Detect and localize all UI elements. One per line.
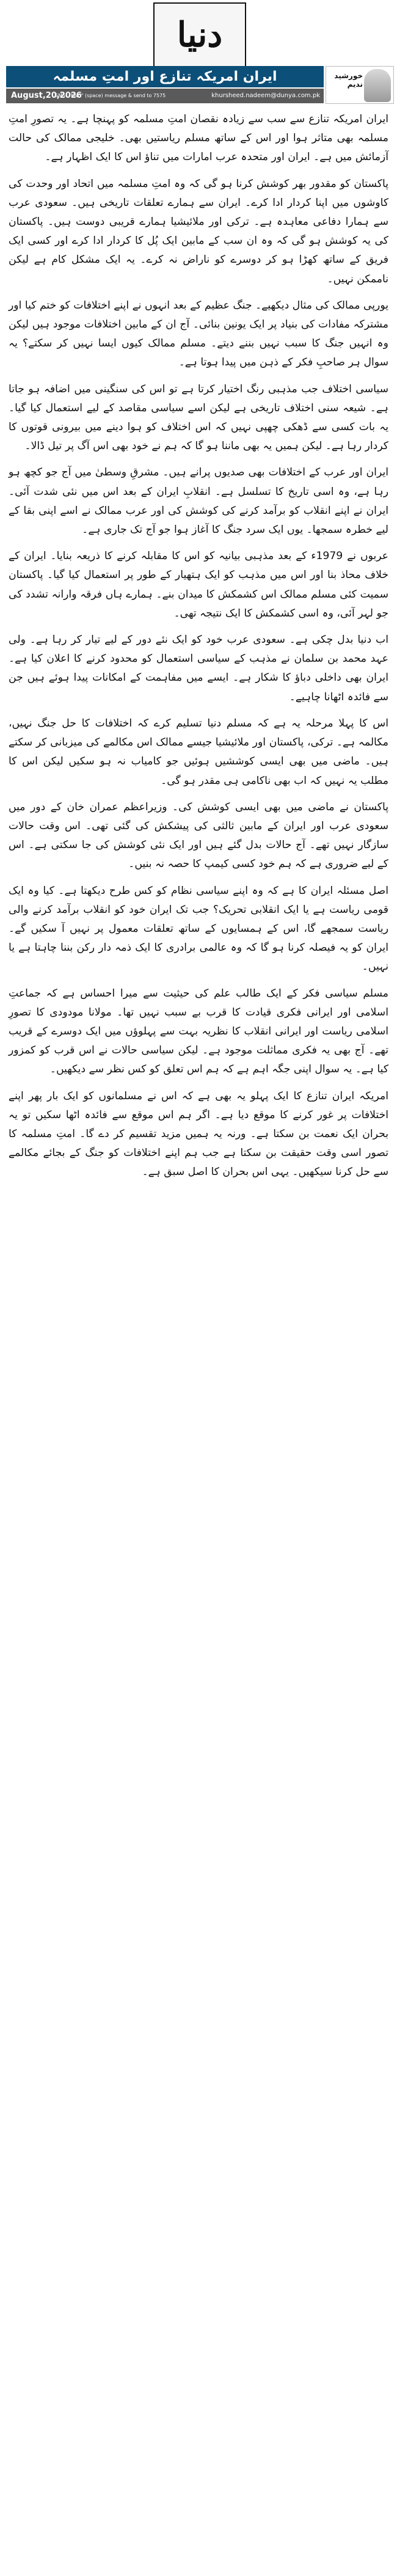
author-photo: [364, 69, 391, 102]
masthead: [0, 0, 397, 107]
newspaper-logo: [153, 2, 246, 67]
article-body: [9, 110, 388, 1190]
article-paragraph: پاکستان نے ماضی میں بھی ایسی کوشش کی۔ وزیراعظم عمران خان کے دور میں سعودی عرب اور ایران کے مابین ثالثی کی پیشکش کی گئی تھی۔ اس وقت حالات سازگار نہیں تھے۔ آج حالات بدل گئے ہیں اور ایک نئی کوشش کی جا سکتی ہے۔ اس کے لیے ضروری ہے کہ ہم خود کسی کیمپ کا حصہ نہ بنیں۔: [9, 800, 388, 871]
article-paragraph: پاکستان کو مقدور بھر کوشش کرنا ہو گی کہ وہ امتِ مسلمہ میں اتحاد اور وحدت کی کاوشوں میں اپنا کردار ادا کرے۔ ایران سے ہمارے تعلقات تاریخی ہیں۔ سعودی عرب سے ہمارا دفاعی معاہدہ ہے۔ ترکی اور ملائیشیا ہمارے قریبی دوست ہیں۔ پاکستان کی یہ کوشش ہو گی کہ وہ ان سب کے مابین ایک پُل کا کردار ادا کرے اور کسی ایک فریق کے ساتھ کھڑا ہو کر دوسرے کو ناراض نہ کرے۔ یہ ایک مشکل کام ہے لیکن ناممکن نہیں۔: [9, 177, 388, 285]
article-paragraph: ایران اور عرب کے اختلافات بھی صدیوں پرانے ہیں۔ مشرقِ وسطیٰ میں آج جو کچھ ہو رہا ہے، وہ اسی تاریخ کا تسلسل ہے۔ انقلابِ ایران کے بعد اس میں نئی شدت آئی۔ ایران نے اپنے انقلاب کو برآمد کرنے کی کوشش کی اور عرب ممالک نے اسے اپنی بقا کے لیے خطرہ سمجھا۔ یوں ایک سرد جنگ کا آغاز ہوا جو آج تک جاری ہے۔: [9, 466, 388, 536]
author-email[interactable]: khursheed.nadeem@dunya.com.pk: [211, 92, 320, 99]
article-paragraph: اصل مسئلہ ایران کا ہے کہ وہ اپنے سیاسی نظام کو کس طرح دیکھتا ہے۔ کیا وہ ایک قومی ریاست ہے یا ایک انقلابی تحریک؟ جب تک ایران خود کو انقلاب برآمد کرنے والی ریاست سمجھے گا، اس کے ہمسایوں کے ساتھ تعلقات معمول پر نہیں آ سکیں گے۔ ایران کو یہ فیصلہ کرنا ہو گا کہ وہ عالمی برادری کا ایک ذمہ دار رکن بننا چاہتا ہے یا نہیں۔: [9, 884, 388, 973]
sms-instructions: SMS: "KNC" (space) message & send to 7575: [55, 93, 166, 98]
article-paragraph: اب دنیا بدل چکی ہے۔ سعودی عرب خود کو ایک نئے دور کے لیے تیار کر رہا ہے۔ ولی عہد محمد بن سلمان نے مذہب کے سیاسی استعمال کو محدود کرنے کا اعلان کیا ہے۔ ایران بھی داخلی دباؤ کا شکار ہے۔ ایسے میں مفاہمت کے امکانات پیدا ہوئے ہیں جن سے فائدہ اٹھانا چاہیے۔: [9, 634, 388, 703]
article-paragraph: مسلم سیاسی فکر کے ایک طالب علم کی حیثیت سے میرا احساس ہے کہ جماعتِ اسلامی اور ایرانی فکری قیادت کا قرب بے سبب نہیں تھا۔ مولانا مودودی کا تصورِ اسلامی ریاست اور ایرانی انقلاب کا نظریہ بہت سے پہلوؤں میں ایک دوسرے کے قریب تھے۔ آج بھی یہ فکری مماثلت موجود ہے۔ لیکن سیاسی حالات نے اس قرب کو کمزور کیا ہے۔ یہ سوال اپنی جگہ اہم ہے کہ ہم اس تعلق کو کس نظر سے دیکھیں۔: [9, 987, 388, 1076]
logo-text: دنیا: [177, 15, 223, 55]
article-paragraph: ایران امریکہ تنازع سے سب سے زیادہ نقصان امتِ مسلمہ کو پہنچا ہے۔ یہ تصورِ امتِ مسلمہ بھی متاثر ہوا اور اس کے ساتھ مسلم ریاستیں بھی۔ خلیجی ممالک کی حالت آزمائش میں ہے۔ ایران اور متحدہ عرب امارات میں تناؤ اس کا ایک اظہار ہے۔: [9, 113, 388, 164]
author-card: [326, 66, 394, 104]
article-paragraph: سیاسی اختلاف جب مذہبی رنگ اختیار کرتا ہے تو اس کی سنگینی میں اضافہ ہو جاتا ہے۔ شیعہ سنی اختلاف تاریخی ہے لیکن اسے سیاسی مقاصد کے لیے استعمال کیا گیا۔ یہ بات کسی سے ڈھکی چھپی نہیں کہ اس اختلاف کو ہوا دینے میں بیرونی قوتوں کا کردار رہا ہے۔ لیکن ہمیں یہ بھی ماننا ہو گا کہ ہم نے خود بھی اس آگ پر تیل ڈالا۔: [9, 382, 388, 453]
column-title-bar: [6, 66, 324, 87]
article-paragraph: اس کا پہلا مرحلہ یہ ہے کہ مسلم دنیا تسلیم کرے کہ اختلافات کا حل جنگ نہیں، مکالمہ ہے۔ ترکی، پاکستان اور ملائیشیا جیسے ممالک اس مکالمے کی میزبانی کر سکتے ہیں۔ ماضی میں بھی ایسی کوششیں ہوئیں جو کامیاب نہ ہو سکیں لیکن اس کا مطلب یہ نہیں کہ اب بھی ناکامی ہی مقدر ہو گی۔: [9, 717, 388, 787]
author-name: خورشید ندیم: [334, 71, 363, 89]
article-paragraph: یورپی ممالک کی مثال دیکھیے۔ جنگ عظیم کے بعد انہوں نے اپنے اختلافات کو ختم کیا اور مشترکہ مفادات کی بنیاد پر ایک یونین بنائی۔ آج ان کے مابین اختلافات موجود ہیں لیکن وہ انہیں جنگ کا سبب نہیں بننے دیتے۔ مسلم ممالک کیوں ایسا نہیں کر سکتے؟ یہ سوال ہر صاحبِ فکر کے ذہن میں پیدا ہوتا ہے۔: [9, 299, 388, 369]
article-paragraph: عربوں نے 1979ء کے بعد مذہبی بیانیہ کو اس کا مقابلہ کرنے کا ذریعہ بنایا۔ ایران کے خلاف محاذ بنا اور اس میں مذہب کو ایک ہتھیار کے طور پر استعمال کیا گیا۔ پاکستان سمیت کئی مسلم ممالک اس کشمکش کا میدان بنے۔ ہمارے ہاں فرقہ وارانہ تشدد کی جو لہر آئی، وہ اسی کشمکش کا ایک نتیجہ تھی۔: [9, 550, 388, 620]
column-title: ایران امریکہ تنازع اور امتِ مسلمہ: [53, 69, 277, 84]
article-paragraph: امریکہ ایران تنازع کا ایک پہلو یہ بھی ہے کہ اس نے مسلمانوں کو ایک بار پھر اپنے اختلافات پر غور کرنے کا موقع دیا ہے۔ اگر ہم اس موقع سے فائدہ اٹھا سکیں تو یہ بحران ایک نعمت بن سکتا ہے۔ ورنہ یہ ہمیں مزید تقسیم کر دے گا۔ امتِ مسلمہ کا تصور اسی وقت حقیقت بن سکتا ہے جب ہم اپنے اختلافات کو جنگ کے بجائے مکالمے سے حل کرنا سیکھیں۔ یہی اس بحران کا اصل سبق ہے۔: [9, 1089, 388, 1179]
byline-bar: [6, 89, 324, 103]
publish-date: August,20,2026: [11, 91, 82, 100]
